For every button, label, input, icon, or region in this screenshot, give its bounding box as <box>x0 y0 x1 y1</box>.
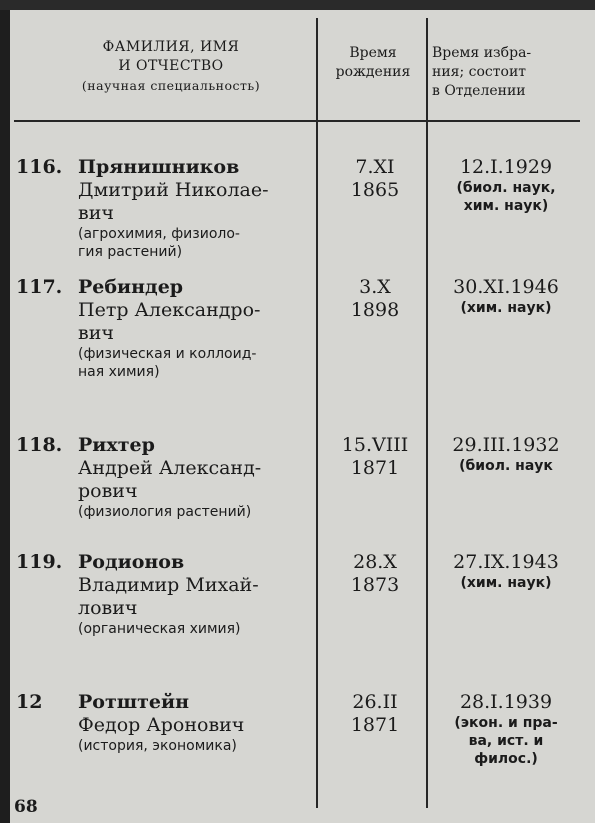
scan-edge-top <box>0 0 595 10</box>
birth-date: 3.X 1898 <box>350 276 400 321</box>
column-divider-1 <box>316 18 318 808</box>
birth-date: 15.VIII 1871 <box>341 434 409 479</box>
entry-number: 118. <box>16 434 63 456</box>
header-name-column: ФАМИЛИЯ, ИМЯ И ОТЧЕСТВО (научная специальность) <box>81 39 261 93</box>
entry-name: Родионов Владимир Михай- лович (органическая химия) <box>78 551 259 637</box>
entry-name: Ротштейн Федор Аронович (история, экономика) <box>78 691 245 754</box>
header-election-column: Время избра- ния; состоит в Отделении <box>432 45 532 99</box>
specialty: (агрохимия, физиоло- <box>78 226 240 242</box>
election-date: 27.IX.1943 (хим. наук) <box>432 551 580 592</box>
specialty: ная химия) <box>78 364 160 380</box>
specialty: гия растений) <box>78 244 183 260</box>
entry-name: Прянишников Дмитрий Николае- вич (агрохимия, физиоло- гия растений) <box>78 156 269 260</box>
entry-number: 117. <box>16 276 63 298</box>
column-divider-2 <box>426 18 428 808</box>
election-date: 30.XI.1946 (хим. наук) <box>432 276 580 317</box>
department: хим. наук) <box>463 198 549 214</box>
entry-name: Ребиндер Петр Александро- вич (физическая и коллоид- ная химия) <box>78 276 261 380</box>
header-birth-column: Время рождения <box>335 45 411 80</box>
page-number: 68 <box>14 797 38 817</box>
entry-number: 119. <box>16 551 63 573</box>
header-divider <box>14 120 580 122</box>
surname: Родионов <box>78 551 185 573</box>
department: (экон. и пра- <box>454 715 558 731</box>
scan-edge-left <box>0 0 10 823</box>
specialty: (физическая и коллоид- <box>78 346 257 362</box>
election-date: 29.III.1932 (биол. наук <box>432 434 580 475</box>
department: филос.) <box>474 751 538 767</box>
election-date: 12.I.1929 (биол. наук, хим. наук) <box>432 156 580 215</box>
department: (биол. наук <box>459 458 553 474</box>
specialty: (физиология растений) <box>78 504 252 520</box>
birth-date: 26.II 1871 <box>350 691 400 736</box>
department: (хим. наук) <box>460 575 552 591</box>
surname: Ротштейн <box>78 691 190 713</box>
department: (хим. наук) <box>460 300 552 316</box>
specialty: (органическая химия) <box>78 621 241 637</box>
entry-number: 12 <box>16 691 43 713</box>
election-date: 28.I.1939 (экон. и пра- ва, ист. и филос.) <box>432 691 580 768</box>
surname: Рихтер <box>78 434 155 456</box>
specialty: (история, экономика) <box>78 738 237 754</box>
department: (биол. наук, <box>456 180 556 196</box>
birth-date: 28.X 1873 <box>350 551 400 596</box>
department: ва, ист. и <box>468 733 544 749</box>
entry-name: Рихтер Андрей Александ- рович (физиология растений) <box>78 434 262 520</box>
birth-date: 7.XI 1865 <box>350 156 400 201</box>
entry-number: 116. <box>16 156 63 178</box>
surname: Прянишников <box>78 156 240 178</box>
surname: Ребиндер <box>78 276 184 298</box>
